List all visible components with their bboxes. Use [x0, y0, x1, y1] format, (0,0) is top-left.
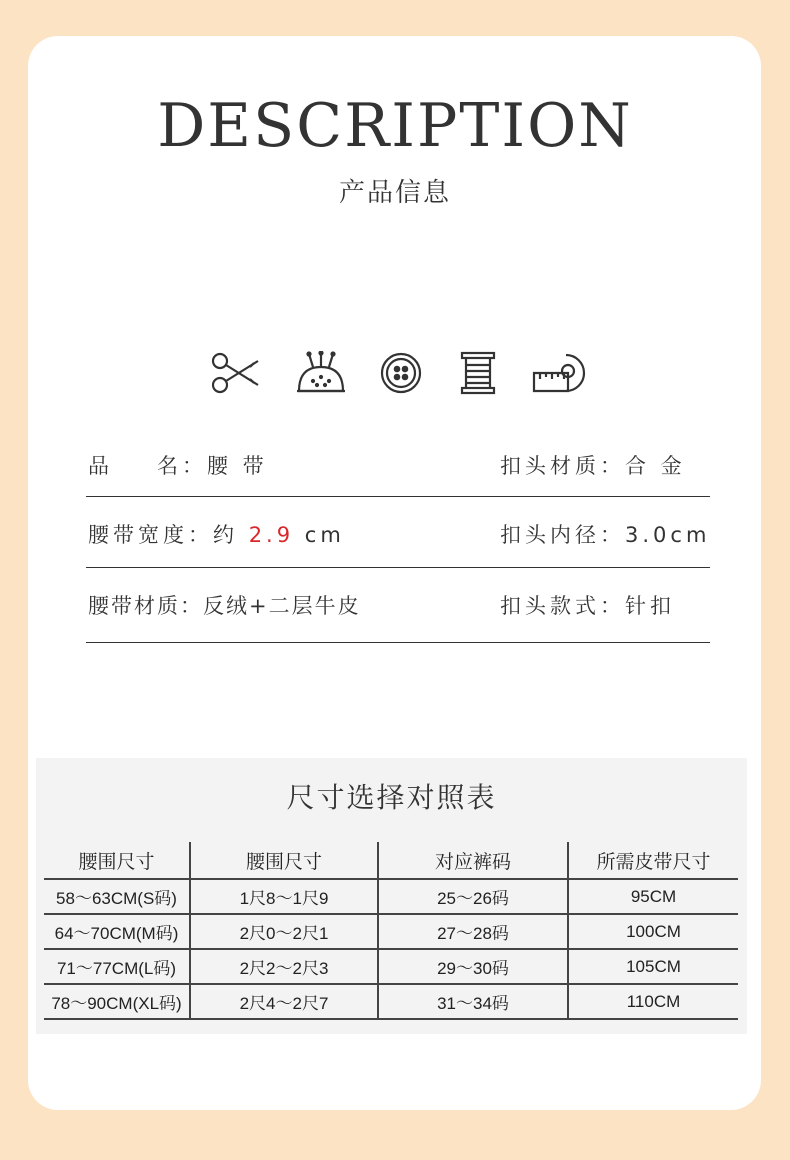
- buckle-style: 扣头款式：针扣: [500, 594, 675, 618]
- size-chart-title: 尺寸选择对照表: [286, 781, 497, 814]
- thread-spool-icon: [456, 351, 500, 395]
- size-chart-table: [44, 842, 738, 1020]
- table-row: [44, 984, 738, 1019]
- table-cell: 71～77CM(L码): [44, 949, 190, 984]
- table-cell: 31～34码: [378, 984, 568, 1019]
- buckle-material: 扣头材质：合 金: [500, 454, 686, 478]
- col-header-waist-chi: 腰围尺寸: [190, 842, 378, 879]
- table-cell: 105CM: [568, 949, 738, 984]
- table-cell: 2尺4～2尺7: [190, 984, 378, 1019]
- table-row: [44, 914, 738, 949]
- button-icon: [379, 351, 423, 395]
- table-cell: 95CM: [568, 879, 738, 914]
- info-row-material: [86, 568, 710, 643]
- product-info: [86, 428, 710, 643]
- table-header-row: [44, 842, 738, 879]
- pin-cushion-icon: [295, 351, 347, 395]
- page-title: DESCRIPTION: [157, 91, 633, 161]
- scissors-icon: [210, 351, 262, 395]
- table-cell: 78～90CM(XL码): [44, 984, 190, 1019]
- size-chart-panel: [36, 758, 747, 1034]
- table-cell: 27～28码: [378, 914, 568, 949]
- info-row-name: [86, 428, 710, 497]
- icon-row: [210, 345, 590, 401]
- table-cell: 1尺8～1尺9: [190, 879, 378, 914]
- belt-width: 腰带宽度：约 2.9 cm: [88, 523, 345, 547]
- tape-measure-icon: [532, 351, 590, 395]
- col-header-pants-size: 对应裤码: [378, 842, 568, 879]
- product-name: 品 名：腰 带: [88, 454, 268, 478]
- table-cell: 2尺2～2尺3: [190, 949, 378, 984]
- belt-material: 腰带材质：反绒+二层牛皮: [88, 594, 361, 618]
- table-row: [44, 949, 738, 984]
- table-cell: 2尺0～2尺1: [190, 914, 378, 949]
- table-cell: 25～26码: [378, 879, 568, 914]
- table-cell: 29～30码: [378, 949, 568, 984]
- table-cell: 58～63CM(S码): [44, 879, 190, 914]
- info-row-width: [86, 497, 710, 568]
- width-value: 2.9: [248, 523, 295, 547]
- table-cell: 110CM: [568, 984, 738, 1019]
- table-cell: 64～70CM(M码): [44, 914, 190, 949]
- buckle-inner-diameter: 扣头内径：3.0cm: [500, 523, 711, 547]
- col-header-belt-length: 所需皮带尺寸: [568, 842, 738, 879]
- table-cell: 100CM: [568, 914, 738, 949]
- table-row: [44, 879, 738, 914]
- page-subtitle: 产品信息: [338, 178, 451, 208]
- col-header-waist-cm: 腰围尺寸: [44, 842, 190, 879]
